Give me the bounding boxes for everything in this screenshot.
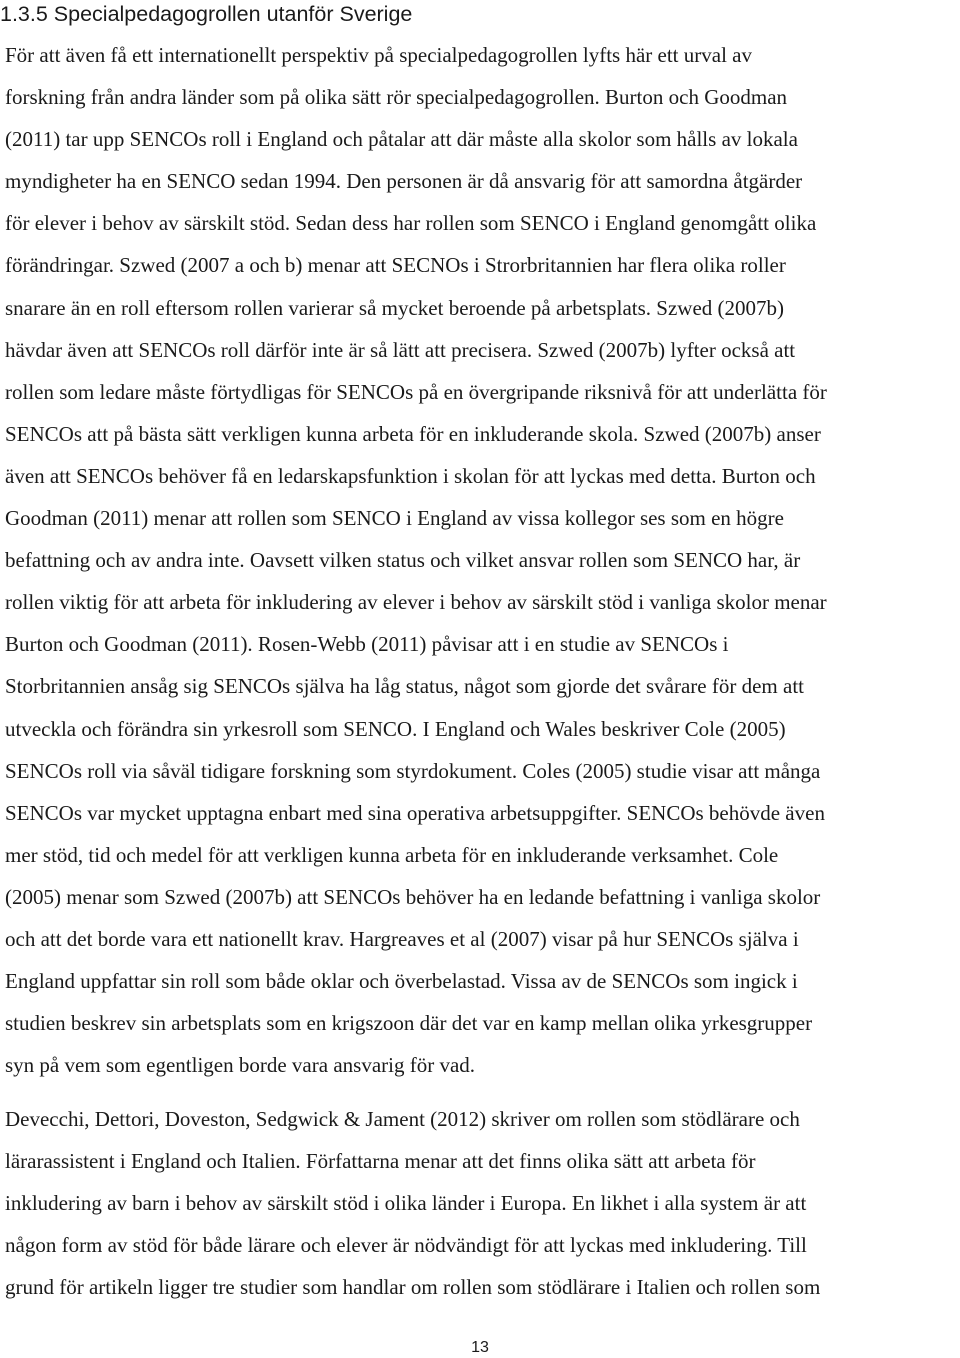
text-line: Burton och Goodman (2011). Rosen-Webb (2011) påvisar att i en studie av SENCOs i: [5, 632, 729, 657]
text-line: snarare än en roll eftersom rollen varierar så mycket beroende på arbetsplats. Szwed (2007b): [5, 295, 785, 320]
text-line: befattning och av andra inte. Oavsett vilken status och vilket ansvar rollen som SENCO har, är: [5, 548, 801, 573]
text-line: rollen viktig för att arbeta för inkludering av elever i behov av särskilt stöd i vanliga skolor menar: [5, 590, 827, 615]
text-line: och att det borde vara ett nationellt krav. Hargreaves et al (2007) visar på hur SENCOs själva i: [5, 926, 799, 951]
text-line: forskning från andra länder som på olika sätt rör specialpedagogrollen. Burton och Goodman: [5, 85, 788, 110]
paragraph: [5, 34, 955, 1086]
text-line: studien beskrev sin arbetsplats som en krigszoon där det var en kamp mellan olika yrkesgrupper: [5, 1011, 813, 1036]
page-number: 13: [471, 1339, 489, 1356]
text-line: någon form av stöd för både lärare och elever är nödvändigt för att lyckas med inkludering. Till: [5, 1233, 807, 1258]
text-line: SENCOs att på bästa sätt verkligen kunna arbeta för en inkluderande skola. Szwed (2007b) anser: [5, 421, 821, 446]
paragraph: [5, 1098, 955, 1308]
text-line: även att SENCOs behöver få en ledarskapsfunktion i skolan för att lyckas med detta. Burton och: [5, 463, 816, 488]
text-line: utveckla och förändra sin yrkesroll som SENCO. I England och Wales beskriver Cole (2005): [5, 716, 786, 741]
text-line: rollen som ledare måste förtydligas för SENCOs på en övergripande riksnivå för att underlätta för: [5, 379, 827, 404]
text-line: SENCOs var mycket upptagna enbart med sina operativa arbetsuppgifter. SENCOs behövde även: [5, 800, 825, 825]
text-line: hävdar även att SENCOs roll därför inte är så lätt att precisera. Szwed (2007b) lyfter också att: [5, 337, 796, 362]
text-line: SENCOs roll via såväl tidigare forskning som styrdokument. Coles (2005) studie visar att många: [5, 758, 821, 783]
section-heading: 1.3.5 Specialpedagogrollen utanför Sverige: [0, 2, 413, 26]
text-line: lärarassistent i England och Italien. Författarna menar att det finns olika sätt att arbeta för: [5, 1149, 756, 1174]
text-line: förändringar. Szwed (2007 a och b) menar att SECNOs i Strorbritannien har flera olika roller: [5, 253, 786, 278]
text-line: mer stöd, tid och medel för att verkligen kunna arbeta för en inkluderande verksamhet. Cole: [5, 842, 779, 867]
text-line: grund för artikeln ligger tre studier som handlar om rollen som stödlärare i Italien och rollen som: [5, 1275, 821, 1300]
text-line: Devecchi, Dettori, Doveston, Sedgwick & Jament (2012) skriver om rollen som stödlärare och: [5, 1107, 800, 1131]
text-line: (2005) menar som Szwed (2007b) att SENCOs behöver ha en ledande befattning i vanliga skolor: [5, 884, 821, 909]
text-line: För att även få ett internationellt perspektiv på specialpedagogrollen lyfts här ett urval av: [5, 43, 752, 67]
text-line: syn på vem som egentligen borde vara ansvarig för vad.: [5, 1053, 476, 1078]
text-line: myndigheter ha en SENCO sedan 1994. Den personen är då ansvarig för att samordna åtgärder: [5, 169, 803, 194]
text-line: England uppfattar sin roll som både oklar och överbelastad. Vissa av de SENCOs som ingick i: [5, 969, 798, 994]
text-line: (2011) tar upp SENCOs roll i England och påtalar att där måste alla skolor som hålls av lokala: [5, 127, 798, 152]
text-line: Storbritannien ansåg sig SENCOs själva ha låg status, något som gjorde det svårare för dem att: [5, 674, 804, 699]
text-line: Goodman (2011) menar att rollen som SENCO i England av vissa kollegor ses som en högre: [5, 506, 784, 531]
text-line: för elever i behov av särskilt stöd. Sedan dess har rollen som SENCO i England genomgått olika: [5, 211, 817, 236]
text-line: inkludering av barn i behov av särskilt stöd i olika länder i Europa. En likhet i alla system är att: [5, 1191, 807, 1216]
